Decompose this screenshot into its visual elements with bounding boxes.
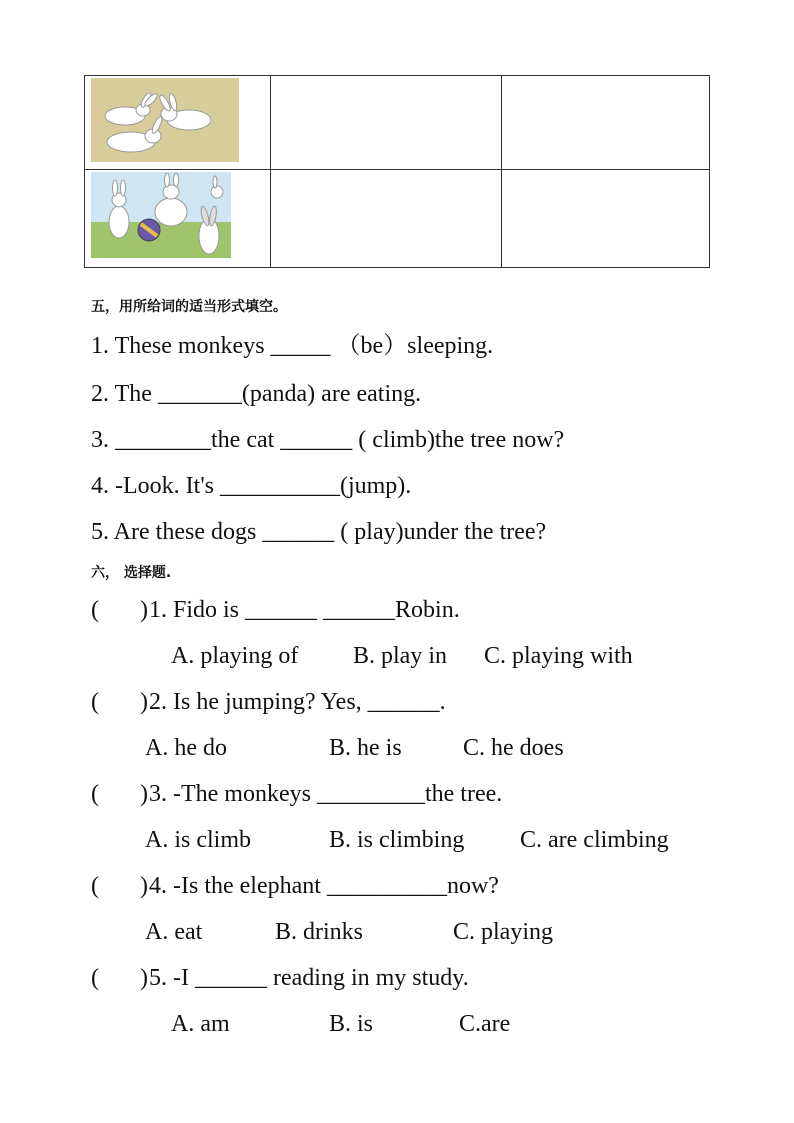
answer-paren-open: (: [91, 597, 99, 623]
option-c: C. he does: [463, 735, 564, 761]
option-b: B. drinks: [275, 919, 364, 945]
option-b: B. play in: [353, 643, 447, 669]
answer-paren-close: ): [140, 873, 148, 899]
answer-cell[interactable]: [502, 76, 710, 170]
choice-question-1: 1. Fido is ______ ______Robin.: [149, 597, 460, 623]
table-row: [85, 76, 710, 170]
answer-paren-close: ): [140, 781, 148, 807]
answer-cell[interactable]: [271, 76, 502, 170]
option-b: B. is climbing: [329, 827, 465, 853]
answer-cell[interactable]: [502, 170, 710, 268]
section-5-heading: 五，用所给词的适当形式填空。: [91, 299, 287, 315]
fill-question-4: 4. -Look. It's __________(jump).: [91, 473, 412, 499]
choice-question-3: 3. -The monkeys _________the tree.: [149, 781, 503, 807]
option-a: A. eat: [145, 919, 203, 945]
option-c: C. are climbing: [520, 827, 669, 853]
section-6-heading: 六， 选择题.: [91, 565, 172, 581]
fill-question-1: 1. These monkeys _____ （be）sleeping.: [91, 333, 494, 359]
choice-question-4: 4. -Is the elephant __________now?: [149, 873, 499, 899]
table-row: [85, 170, 710, 268]
answer-paren-open: (: [91, 781, 99, 807]
answer-cell[interactable]: [271, 170, 502, 268]
answer-paren-close: ): [140, 689, 148, 715]
rabbits-playing-image: [91, 172, 231, 258]
choice-question-5: 5. -I ______ reading in my study.: [149, 965, 469, 991]
answer-paren-open: (: [91, 873, 99, 899]
answer-paren-open: (: [91, 965, 99, 991]
fill-question-3: 3. ________the cat ______ ( climb)the tree now?: [91, 427, 565, 453]
answer-paren-close: ): [140, 965, 148, 991]
answer-paren-open: (: [91, 689, 99, 715]
answer-paren-close: ): [140, 597, 148, 623]
fill-question-5: 5. Are these dogs ______ ( play)under the tree?: [91, 519, 547, 545]
rabbits-lying-image: [91, 78, 239, 162]
option-b: B. is: [329, 1011, 374, 1037]
picture-cell: [85, 170, 271, 268]
option-a: A. am: [171, 1011, 230, 1037]
option-c: C. playing with: [484, 643, 633, 669]
option-b: B. he is: [329, 735, 402, 761]
option-a: A. playing of: [171, 643, 299, 669]
option-a: A. he do: [145, 735, 227, 761]
picture-table: [84, 75, 710, 268]
picture-cell: [85, 76, 271, 170]
option-c: C.are: [459, 1011, 511, 1037]
choice-question-2: 2. Is he jumping? Yes, ______.: [149, 689, 446, 715]
fill-question-2: 2. The _______(panda) are eating.: [91, 381, 422, 407]
option-c: C. playing: [453, 919, 553, 945]
option-a: A. is climb: [145, 827, 251, 853]
